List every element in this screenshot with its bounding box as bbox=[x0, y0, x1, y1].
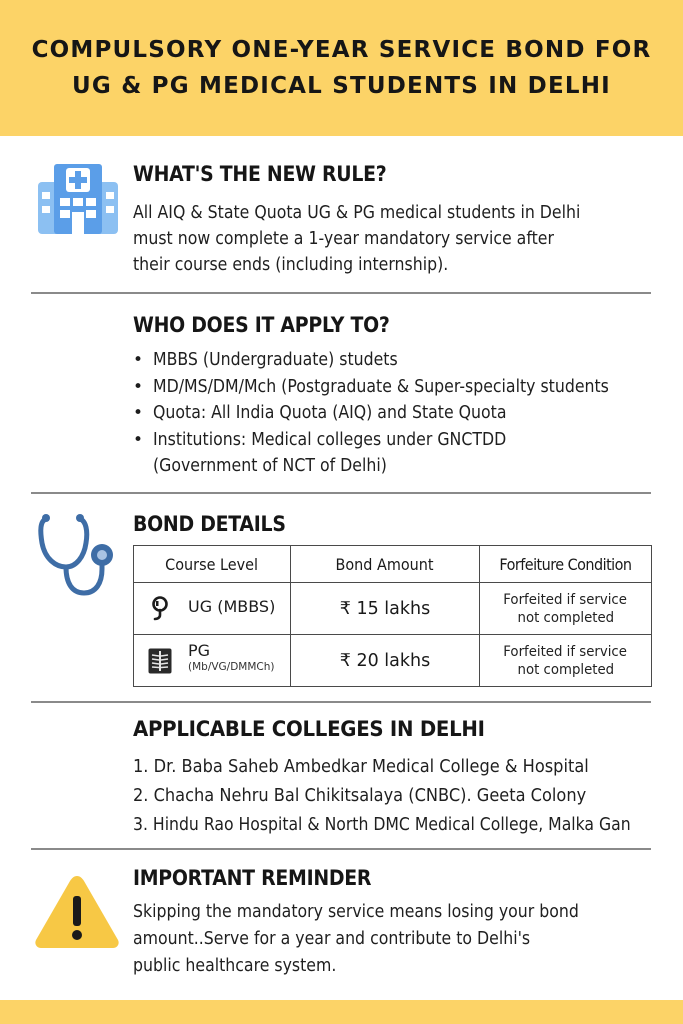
column-header: Course Level bbox=[134, 546, 291, 583]
hospital-icon bbox=[38, 160, 118, 234]
table-row bbox=[134, 635, 652, 687]
course-level: UG (MBBS) bbox=[188, 597, 276, 616]
reminder-heading: IMPORTANT REMINDER bbox=[133, 866, 372, 890]
footer-bar bbox=[0, 1000, 683, 1024]
new-rule-heading: WHAT'S THE NEW RULE? bbox=[133, 162, 387, 186]
new-rule-line-1: All AIQ & State Quota UG & PG medical students in Delhi bbox=[133, 203, 581, 223]
stethoscope-icon bbox=[36, 511, 118, 599]
section-divider bbox=[31, 701, 651, 703]
table-row bbox=[134, 583, 652, 635]
college-item: 2. Chacha Nehru Bal Chikitsalaya (CNBC). Geeta Colony bbox=[133, 785, 587, 806]
apply-item: Quota: All India Quota (AIQ) and State Quota bbox=[153, 403, 507, 423]
new-rule-line-3: their course ends (including internship). bbox=[133, 255, 449, 275]
bullet: • bbox=[133, 403, 144, 423]
forfeiture-line: not completed bbox=[517, 661, 614, 678]
warning-icon bbox=[33, 872, 121, 950]
table-header-row bbox=[134, 546, 652, 583]
column-header: Bond Amount bbox=[291, 546, 480, 583]
column-header: Forfeiture Condition bbox=[480, 546, 652, 583]
reminder-line-3: public healthcare system. bbox=[133, 956, 337, 976]
course-level-main: PG bbox=[188, 641, 211, 660]
course-level-cell bbox=[134, 635, 291, 687]
forfeiture-line: Forfeited if service bbox=[503, 643, 628, 660]
page-title-line-2: UG & PG MEDICAL STUDENTS IN DELHI bbox=[72, 73, 611, 99]
section-divider bbox=[31, 848, 651, 850]
bond-amount: ₹ 15 lakhs bbox=[339, 598, 431, 619]
apply-item: Institutions: Medical colleges under GNCTDD bbox=[153, 429, 507, 450]
course-level bbox=[188, 642, 275, 674]
forfeiture-cell bbox=[480, 583, 652, 635]
colleges-heading: APPLICABLE COLLEGES IN DELHI bbox=[133, 717, 485, 741]
page-title-line-1: COMPULSORY ONE-YEAR SERVICE BOND FOR bbox=[31, 37, 652, 63]
course-level-cell bbox=[134, 583, 291, 635]
apply-item: MD/MS/DM/Mch (Postgraduate & Super-specialty students bbox=[153, 376, 609, 397]
forfeiture-cell bbox=[480, 635, 652, 687]
microscope-icon bbox=[148, 596, 172, 622]
bullet: • bbox=[133, 350, 144, 370]
college-item: 3. Hindu Rao Hospital & North DMC Medical College, Malka Gan bbox=[133, 814, 631, 835]
apply-heading: WHO DOES IT APPLY TO? bbox=[133, 313, 390, 337]
bond-amount: ₹ 20 lakhs bbox=[339, 650, 431, 671]
new-rule-line-2: must now complete a 1-year mandatory service after bbox=[133, 229, 554, 249]
section-divider bbox=[31, 292, 651, 294]
bond-heading: BOND DETAILS bbox=[133, 512, 286, 536]
apply-item: (Government of NCT of Delhi) bbox=[153, 456, 387, 476]
college-item: 1. Dr. Baba Saheb Ambedkar Medical College & Hospital bbox=[133, 756, 589, 777]
forfeiture-line: Forfeited if service bbox=[503, 591, 628, 608]
xray-icon bbox=[148, 648, 172, 674]
course-level-sub: (Mb/VG/DMMCh) bbox=[188, 661, 275, 673]
bond-amount-cell bbox=[291, 583, 480, 635]
reminder-line-1: Skipping the mandatory service means losing your bond bbox=[133, 902, 579, 922]
bond-table bbox=[133, 545, 652, 687]
section-divider bbox=[31, 492, 651, 494]
bullet: • bbox=[133, 376, 144, 397]
forfeiture-line: not completed bbox=[517, 609, 614, 626]
bond-amount-cell bbox=[291, 635, 480, 687]
title-banner bbox=[0, 0, 683, 136]
reminder-line-2: amount..Serve for a year and contribute to Delhi's bbox=[133, 929, 531, 949]
bullet: • bbox=[133, 429, 144, 450]
apply-item: MBBS (Undergraduate) studets bbox=[153, 350, 398, 370]
